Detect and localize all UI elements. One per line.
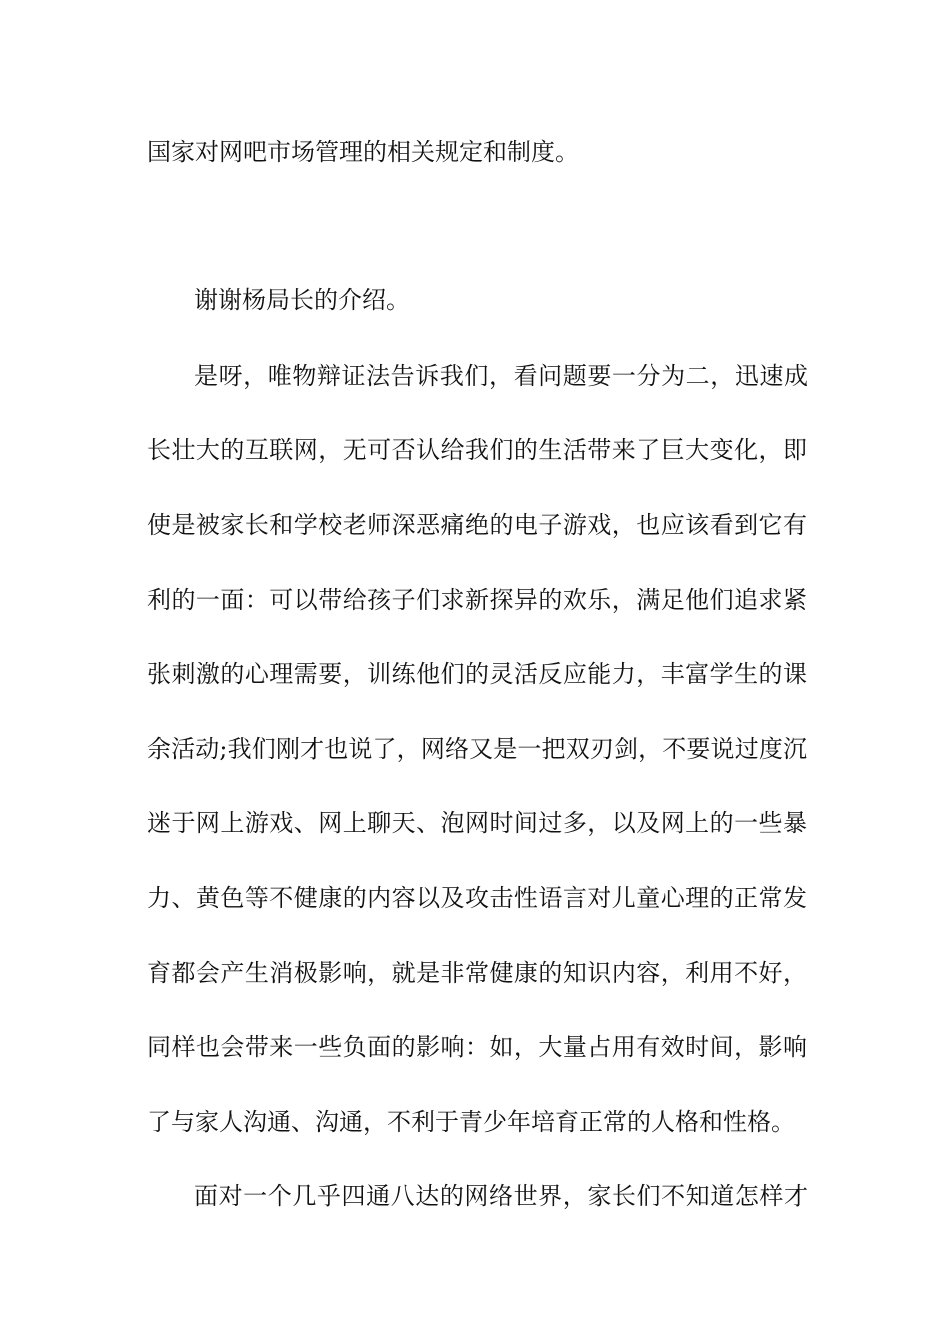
text-line: 同样也会带来一些负面的影响：如，大量占用有效时间，影响 [147, 1033, 807, 1061]
text-line: 余活动;我们刚才也说了，网络又是一把双刃剑，不要说过度沉 [147, 735, 807, 763]
text-line: 迷于网上游戏、网上聊天、泡网时间过多，以及网上的一些暴 [147, 809, 807, 837]
text-line: 长壮大的互联网，无可否认给我们的生活带来了巨大变化，即 [147, 436, 807, 464]
text-line: 使是被家长和学校老师深恶痛绝的电子游戏，也应该看到它有 [147, 511, 807, 539]
text-line: 国家对网吧市场管理的相关规定和制度。 [147, 138, 579, 166]
text-line: 力、黄色等不健康的内容以及攻击性语言对儿童心理的正常发 [147, 884, 807, 912]
text-line: 谢谢杨局长的介绍。 [194, 286, 410, 314]
text-line: 育都会产生消极影响，就是非常健康的知识内容，利用不好， [147, 959, 807, 987]
text-line: 面对一个几乎四通八达的网络世界，家长们不知道怎样才 [194, 1182, 808, 1210]
text-line: 是呀，唯物辩证法告诉我们，看问题要一分为二，迅速成 [194, 362, 808, 390]
text-line: 利的一面：可以带给孩子们求新探异的欢乐，满足他们追求紧 [147, 586, 807, 614]
text-line: 张刺激的心理需要，训练他们的灵活反应能力，丰富学生的课 [147, 660, 807, 688]
text-line: 了与家人沟通、沟通，不利于青少年培育正常的人格和性格。 [147, 1108, 795, 1136]
